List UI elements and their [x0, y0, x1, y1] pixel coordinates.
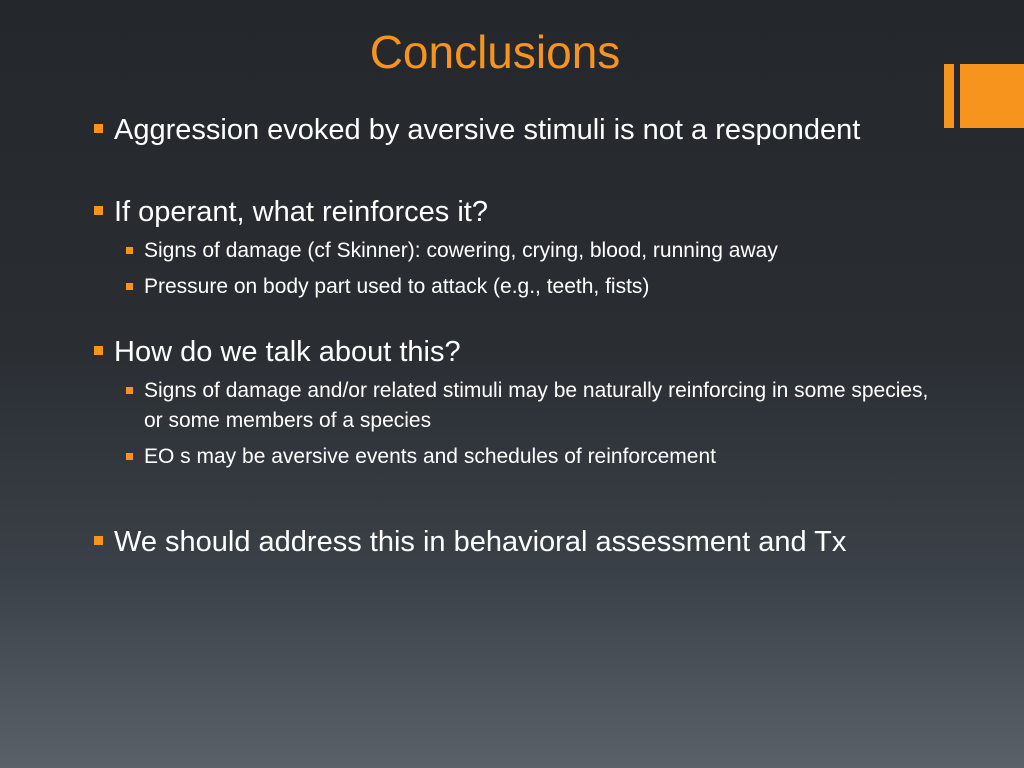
- bullet-text: If operant, what reinforces it?: [114, 196, 488, 228]
- square-bullet-icon: [126, 247, 133, 254]
- bullet-item: [92, 110, 952, 150]
- bullet-text: Aggression evoked by aversive stimuli is not a respondent: [114, 114, 861, 146]
- bullet-item: [92, 522, 952, 562]
- square-bullet-icon: [126, 387, 133, 394]
- square-bullet-icon: [94, 206, 103, 215]
- sub-bullet-text: EO s may be aversive events and schedules of reinforcement: [144, 445, 716, 468]
- bullet-group: [92, 192, 952, 302]
- bullet-group: [92, 332, 952, 472]
- bullet-text: How do we talk about this?: [114, 336, 461, 368]
- accent-bar-thick: [960, 64, 1024, 128]
- bullet-list: [92, 110, 952, 562]
- square-bullet-icon: [94, 346, 103, 355]
- slide-title: Conclusions: [369, 26, 621, 78]
- sub-bullet-list: [92, 236, 952, 302]
- sub-bullet-item: [92, 236, 952, 266]
- bullet-group: [92, 522, 952, 562]
- square-bullet-icon: [126, 283, 133, 290]
- bullet-text: We should address this in behavioral assessment and Tx: [114, 526, 847, 558]
- bullet-group: [92, 110, 952, 150]
- square-bullet-icon: [126, 453, 133, 460]
- accent-bars-decoration: [944, 64, 1024, 128]
- square-bullet-icon: [94, 536, 103, 545]
- sub-bullet-text: Signs of damage (cf Skinner): cowering, crying, blood, running away: [144, 239, 778, 262]
- sub-bullet-item: [92, 376, 952, 436]
- sub-bullet-text: Pressure on body part used to attack (e.g., teeth, fists): [144, 275, 650, 298]
- bullet-item: [92, 192, 952, 232]
- bullet-item: [92, 332, 952, 372]
- sub-bullet-item: [92, 442, 952, 472]
- sub-bullet-list: [92, 376, 952, 472]
- square-bullet-icon: [94, 124, 103, 133]
- sub-bullet-item: [92, 272, 952, 302]
- sub-bullet-text: Signs of damage and/or related stimuli may be naturally reinforcing in some species, or some members of a species: [144, 379, 929, 432]
